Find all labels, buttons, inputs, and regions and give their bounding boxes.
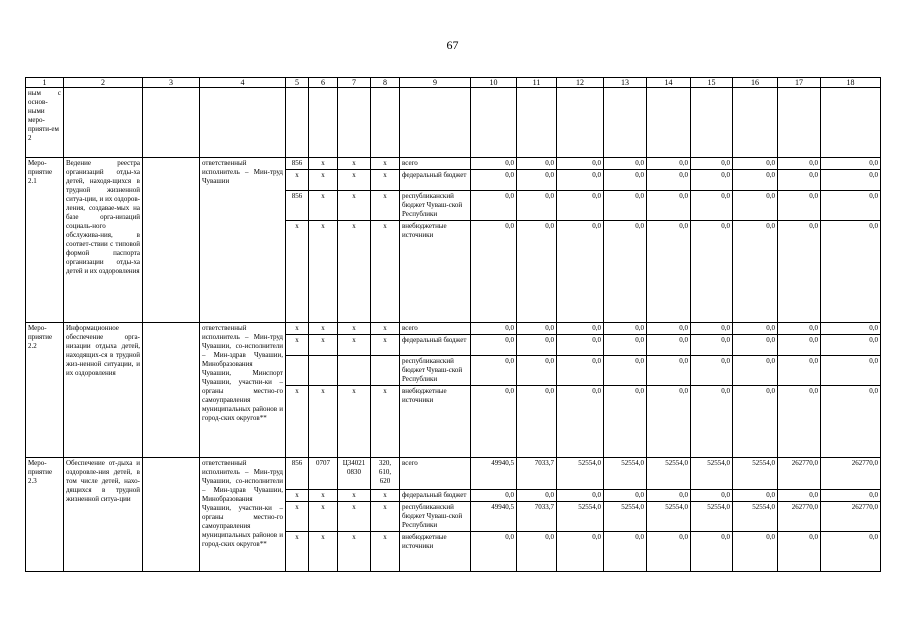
amount-cell: 0,0	[557, 386, 604, 458]
amount-cell: 0,0	[691, 356, 733, 386]
amount-cell: 0,0	[691, 191, 733, 221]
amount-cell: 0,0	[733, 386, 778, 458]
amount-cell: 0,0	[733, 356, 778, 386]
amount-cell: 0,0	[471, 356, 517, 386]
column-number: 3	[143, 78, 200, 88]
amount-cell: 52554,0	[604, 458, 647, 490]
amount-cell: 0,0	[821, 335, 881, 356]
amount-cell: 0,0	[604, 356, 647, 386]
column-number: 13	[604, 78, 647, 88]
empty-cell	[143, 323, 200, 458]
amount-cell: 52554,0	[733, 458, 778, 490]
amount-cell: 52554,0	[604, 502, 647, 532]
amount-cell: 0,0	[733, 323, 778, 335]
amount-cell: 0,0	[691, 532, 733, 572]
amount-cell: 0,0	[733, 532, 778, 572]
budget-code-cell: 0707	[309, 458, 338, 490]
amount-cell: 0,0	[517, 158, 557, 170]
column-number: 2	[64, 78, 143, 88]
budget-code-cell: x	[338, 490, 371, 502]
amount-cell: 0,0	[471, 490, 517, 502]
budget-code-cell: x	[371, 323, 400, 335]
budget-code-cell: x	[338, 191, 371, 221]
amount-cell: 0,0	[733, 170, 778, 191]
amount-cell: 0,0	[604, 158, 647, 170]
activity-label: Меро-приятие 2.2	[26, 323, 64, 458]
budget-code-cell: x	[338, 323, 371, 335]
amount-cell: 0,0	[647, 170, 691, 191]
amount-cell: 49940,5	[471, 458, 517, 490]
amount-cell: 0,0	[604, 323, 647, 335]
empty-cell	[143, 458, 200, 572]
amount-cell: 0,0	[821, 158, 881, 170]
program-table	[25, 77, 881, 572]
amount-cell: 0,0	[647, 158, 691, 170]
amount-cell: 0,0	[647, 323, 691, 335]
activity-executor: ответственный исполнитель – Мин-труд Чувашии, со-исполнители – Мин-здрав Чувашии, Минобразования Чувашии, Минспорт Чувашии, участни-ки – органы местно-го самоуправления муниципальных районов и город-ских округов**	[200, 323, 286, 458]
budget-code-cell: x	[338, 170, 371, 191]
amount-cell: 0,0	[471, 221, 517, 323]
budget-code-cell: x	[309, 532, 338, 572]
budget-code-cell: x	[309, 386, 338, 458]
amount-cell: 0,0	[821, 490, 881, 502]
amount-cell: 0,0	[691, 490, 733, 502]
column-number: 9	[400, 78, 471, 88]
amount-cell: 0,0	[821, 221, 881, 323]
activity-description: Ведение реестра организаций отды-ха детей, находя-щихся в трудной жизненной ситуа-ции, и их оздоров-ления, создавае-мых на базе орга-низаций социаль-ного обслужива-ния, в соответ-ствии с типовой формой паспорта организации отды-ха детей и их оздоровления	[64, 158, 143, 323]
amount-cell: 7033,7	[517, 502, 557, 532]
column-number: 14	[647, 78, 691, 88]
amount-cell: 0,0	[604, 170, 647, 191]
amount-cell: 0,0	[647, 221, 691, 323]
budget-code-cell: x	[338, 502, 371, 532]
budget-code-cell: x	[371, 335, 400, 356]
amount-cell: 0,0	[471, 170, 517, 191]
amount-cell: 0,0	[604, 386, 647, 458]
budget-code-cell: x	[286, 532, 309, 572]
amount-cell: 0,0	[733, 191, 778, 221]
amount-cell: 52554,0	[691, 458, 733, 490]
table-row	[26, 458, 881, 490]
amount-cell: 0,0	[821, 386, 881, 458]
amount-cell: 0,0	[517, 323, 557, 335]
amount-cell: 0,0	[557, 490, 604, 502]
funding-source: федеральный бюджет	[400, 170, 471, 191]
funding-source: всего	[400, 323, 471, 335]
amount-cell: 0,0	[517, 191, 557, 221]
budget-code-cell: x	[338, 532, 371, 572]
amount-cell: 0,0	[733, 221, 778, 323]
budget-code-cell	[309, 356, 338, 386]
activity-label: Меро-приятие 2.1	[26, 158, 64, 323]
budget-code-cell: x	[309, 158, 338, 170]
budget-code-cell: x	[371, 158, 400, 170]
table-row	[26, 323, 881, 335]
funding-source: федеральный бюджет	[400, 490, 471, 502]
amount-cell: 0,0	[517, 170, 557, 191]
funding-source: республиканский бюджет Чуваш-ской Республики	[400, 356, 471, 386]
table-row	[26, 158, 881, 170]
funding-source: внебюджетные источники	[400, 221, 471, 323]
budget-code-cell: x	[371, 221, 400, 323]
amount-cell: 0,0	[557, 158, 604, 170]
amount-cell: 262770,0	[821, 458, 881, 490]
column-number: 10	[471, 78, 517, 88]
activity-executor: ответственный исполнитель – Мин-труд Чувашии	[200, 158, 286, 323]
header-row	[26, 78, 881, 88]
amount-cell: 0,0	[471, 386, 517, 458]
amount-cell: 0,0	[517, 386, 557, 458]
amount-cell: 0,0	[821, 532, 881, 572]
amount-cell: 0,0	[778, 158, 821, 170]
amount-cell: 262770,0	[821, 502, 881, 532]
budget-code-cell: x	[338, 386, 371, 458]
column-number: 7	[338, 78, 371, 88]
amount-cell: 0,0	[778, 191, 821, 221]
activity-description: Обеспечение от-дыха и оздоровле-ния детей, в том числе детей, нахо-дящихся в трудной жизненной ситуа-ции	[64, 458, 143, 572]
budget-code-cell	[286, 356, 309, 386]
amount-cell: 0,0	[733, 490, 778, 502]
amount-cell: 0,0	[647, 356, 691, 386]
budget-code-cell: x	[371, 170, 400, 191]
activity-executor: ответственный исполнитель – Мин-труд Чувашии, со-исполнители – Мин-здрав Чувашии, Минобразования Чувашии, участни-ки – органы местно-го самоуправления муниципальных районов и город-ских округов**	[200, 458, 286, 572]
amount-cell: 52554,0	[647, 458, 691, 490]
amount-cell: 0,0	[778, 490, 821, 502]
amount-cell: 0,0	[778, 356, 821, 386]
amount-cell: 0,0	[557, 323, 604, 335]
amount-cell: 52554,0	[647, 502, 691, 532]
funding-source: республиканский бюджет Чуваш-ской Республики	[400, 191, 471, 221]
funding-source: республиканский бюджет Чуваш-ской Республики	[400, 502, 471, 532]
column-number: 4	[200, 78, 286, 88]
amount-cell: 0,0	[821, 191, 881, 221]
amount-cell: 0,0	[647, 335, 691, 356]
column-number: 6	[309, 78, 338, 88]
amount-cell: 0,0	[471, 158, 517, 170]
page-number: 67	[446, 38, 459, 52]
amount-cell: 0,0	[471, 532, 517, 572]
amount-cell: 262770,0	[778, 502, 821, 532]
amount-cell: 0,0	[647, 532, 691, 572]
amount-cell: 0,0	[517, 532, 557, 572]
amount-cell: 0,0	[778, 323, 821, 335]
activity-description: Информационное обеспечение орга-низации отдыха детей, находящих-ся в трудной жиз-ненной ситуации, и их оздоровления	[64, 323, 143, 458]
budget-code-cell: x	[286, 386, 309, 458]
amount-cell: 0,0	[778, 335, 821, 356]
budget-code-cell: x	[309, 490, 338, 502]
amount-cell: 0,0	[691, 221, 733, 323]
budget-code-cell: Ц34021 0830	[338, 458, 371, 490]
budget-code-cell: 856	[286, 458, 309, 490]
amount-cell: 0,0	[517, 221, 557, 323]
budget-code-cell: x	[309, 170, 338, 191]
continuation-row	[26, 88, 881, 158]
amount-cell: 52554,0	[733, 502, 778, 532]
budget-code-cell: x	[286, 502, 309, 532]
funding-source: всего	[400, 458, 471, 490]
budget-code-cell: 320, 610, 620	[371, 458, 400, 490]
column-number: 1	[26, 78, 64, 88]
amount-cell: 0,0	[647, 191, 691, 221]
budget-code-cell: x	[371, 490, 400, 502]
amount-cell: 0,0	[647, 386, 691, 458]
amount-cell: 0,0	[517, 335, 557, 356]
amount-cell: 0,0	[557, 191, 604, 221]
amount-cell: 7033,7	[517, 458, 557, 490]
amount-cell: 0,0	[821, 356, 881, 386]
amount-cell: 0,0	[733, 158, 778, 170]
amount-cell: 0,0	[604, 221, 647, 323]
funding-source: федеральный бюджет	[400, 335, 471, 356]
budget-code-cell: x	[371, 191, 400, 221]
budget-code-cell: x	[371, 502, 400, 532]
amount-cell: 0,0	[604, 191, 647, 221]
amount-cell: 49940,5	[471, 502, 517, 532]
budget-code-cell	[371, 356, 400, 386]
amount-cell: 0,0	[691, 335, 733, 356]
column-number: 11	[517, 78, 557, 88]
amount-cell: 0,0	[778, 386, 821, 458]
amount-cell: 52554,0	[557, 458, 604, 490]
amount-cell: 0,0	[557, 532, 604, 572]
column-number: 18	[821, 78, 881, 88]
empty-cell	[143, 158, 200, 323]
column-number: 17	[778, 78, 821, 88]
budget-code-cell: x	[286, 170, 309, 191]
amount-cell: 0,0	[471, 323, 517, 335]
amount-cell: 0,0	[733, 335, 778, 356]
amount-cell: 0,0	[691, 386, 733, 458]
funding-source: внебюджетные источники	[400, 532, 471, 572]
funding-source: всего	[400, 158, 471, 170]
budget-code-cell: 856	[286, 191, 309, 221]
amount-cell: 0,0	[557, 221, 604, 323]
amount-cell: 0,0	[557, 170, 604, 191]
budget-code-cell: x	[338, 158, 371, 170]
amount-cell: 0,0	[778, 532, 821, 572]
budget-code-cell: x	[309, 335, 338, 356]
budget-code-cell: x	[309, 502, 338, 532]
budget-code-cell: x	[309, 323, 338, 335]
amount-cell: 0,0	[517, 490, 557, 502]
amount-cell: 0,0	[557, 356, 604, 386]
amount-cell: 0,0	[778, 170, 821, 191]
funding-source: внебюджетные источники	[400, 386, 471, 458]
budget-code-cell: x	[371, 386, 400, 458]
amount-cell: 0,0	[471, 191, 517, 221]
budget-code-cell: x	[371, 532, 400, 572]
budget-code-cell: x	[286, 221, 309, 323]
amount-cell: 0,0	[604, 532, 647, 572]
column-number: 16	[733, 78, 778, 88]
amount-cell: 262770,0	[778, 458, 821, 490]
budget-code-cell: x	[338, 335, 371, 356]
amount-cell: 0,0	[778, 221, 821, 323]
amount-cell: 0,0	[691, 170, 733, 191]
budget-code-cell: x	[309, 221, 338, 323]
budget-code-cell: x	[286, 335, 309, 356]
column-number: 12	[557, 78, 604, 88]
amount-cell: 0,0	[557, 335, 604, 356]
amount-cell: 0,0	[604, 335, 647, 356]
continuation-label: ным с основ-ными меро-прияти-ем 2	[26, 88, 64, 158]
column-number: 15	[691, 78, 733, 88]
budget-code-cell: x	[309, 191, 338, 221]
amount-cell: 0,0	[517, 356, 557, 386]
column-number: 8	[371, 78, 400, 88]
column-number: 5	[286, 78, 309, 88]
activity-label: Меро-приятие 2.3	[26, 458, 64, 572]
amount-cell: 0,0	[604, 490, 647, 502]
amount-cell: 0,0	[691, 158, 733, 170]
amount-cell: 0,0	[471, 335, 517, 356]
amount-cell: 52554,0	[557, 502, 604, 532]
amount-cell: 52554,0	[691, 502, 733, 532]
budget-code-cell: 856	[286, 158, 309, 170]
budget-code-cell	[338, 356, 371, 386]
amount-cell: 0,0	[691, 323, 733, 335]
budget-code-cell: x	[338, 221, 371, 323]
budget-code-cell: x	[286, 490, 309, 502]
amount-cell: 0,0	[821, 170, 881, 191]
budget-code-cell: x	[286, 323, 309, 335]
amount-cell: 0,0	[821, 323, 881, 335]
amount-cell: 0,0	[647, 490, 691, 502]
